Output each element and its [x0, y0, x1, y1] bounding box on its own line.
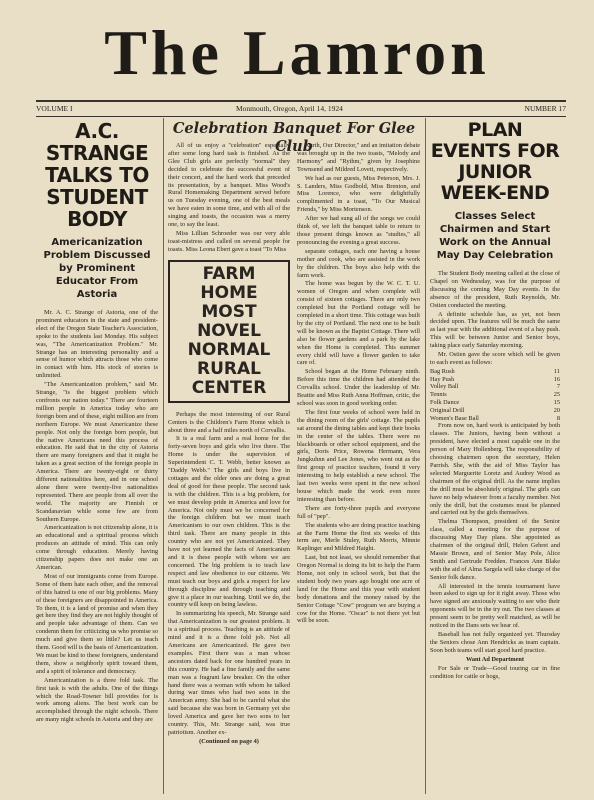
- banquet-paragraph: After we had sung all of the songs we could think of, we left the banquet table to return to those present things known as "studies," all pronouncing the evening a great success.: [297, 215, 420, 246]
- column-rule: [163, 118, 164, 794]
- place-date: Monmouth, Oregon, April 14, 1924: [236, 104, 343, 113]
- strange-paragraph: Americanization is not citizenship alone, it is an educational and a spiritual process which produces an attitude of mind. This can only come through education. Merely having citizenship papers does not make one an American.: [36, 524, 158, 571]
- junior-deck: Classes Select Chairmen and Start Work on the Annual May Day Celebration: [436, 211, 554, 261]
- score-event: Volley Ball: [430, 383, 459, 391]
- score-event: Bag Rush: [430, 367, 455, 375]
- farm-paragraph: There are forty-three pupils and everyone full of "pep".: [297, 504, 420, 520]
- score-event: Original Drill: [430, 406, 465, 414]
- score-points: 25: [553, 391, 560, 399]
- masthead-title: The Lamron: [104, 17, 490, 88]
- score-event: Women's Base Ball: [430, 414, 479, 422]
- junior-paragraph: A definite schedule has, as yet, not been decided upon. The features will be much the same as last year with the additional event of a hay push. This will be between Junior and Senior boys, taking place early Saturday morning.: [430, 310, 560, 350]
- score-table: [430, 368, 560, 423]
- score-points: 16: [553, 375, 560, 383]
- score-row: [430, 391, 560, 399]
- farm-headline: FARM HOME MOST NOVEL NORMAL RURAL CENTER: [168, 260, 290, 403]
- farm-paragraph: The first four weeks of school were held in the dining room of the girls' cottage. The pupils sat around the dining tables and kept their books in the center of the tables. There were no blackboards or other school equipment, and the girls, Doris Price, Rowena Hermann, Vera Jungkuhnn and Lee Jones, who went out as the first group of practice teachers, found it very interesting to help establish a new school. The last two weeks were spent in the new school house which made the work even more interesting than before.: [297, 408, 420, 503]
- farm-paragraph: Perhaps the most interesting of our Rural Centers is the Children's Farm Home which is about three and a half miles north of Corvallis.: [168, 410, 290, 434]
- score-points: 20: [553, 406, 560, 414]
- banquet-paragraph: Kurth, Our Director," and an imitation debate was brought up in the two toasts, "Melody and Harmony" and "Rythm," given by Josephine Townsend and Mildred Lovett, respectively.: [297, 142, 420, 173]
- score-row: [430, 399, 560, 407]
- junior-paragraph: From now on, hard work is anticipated by both classes. The Juniors, having been without a president, have elected a most capable one in the person of Mary Hollenberg. The responsibility of choosing chairmen upon the secretary, Helen Parrish. She, with the aid of Miss Taylor has selected Marguerite Loretz and Audrey Wood as chairmen of the original drill. As the name implies the drill must be absolutely original. The girls can have no help whatever from a faculty member. Not only the drill, but the costumes must be planned and carried out by the girls themselves.: [430, 422, 560, 517]
- column-banquet-farm-right: [297, 142, 420, 792]
- banquet-headline: Celebration Banquet For Glee Club: [172, 120, 416, 155]
- strange-paragraph: Americanization is a three fold task. The first task is with the adults. One of the things which the Road-Towner bill provides for is work among aliens. The best work can be accomplished through the night schools. There are many night schools in Astoria and they are: [36, 676, 158, 724]
- score-row: [430, 415, 560, 423]
- junior-paragraph: Thelma Thompson, president of the Senior class, called a meeting for the purpose of discussing May Day plans. She appointed as chairmen of the original drill, Helen Gehret and Massie Brown, and of Senior May Pole, Alice Smith and Gertrude Fredden. Frances Ann Blake with the aid of Alma Sargela will take charge of the Senior folk dance.: [430, 518, 560, 581]
- score-row: [430, 368, 560, 376]
- dateline: [36, 100, 566, 117]
- junior-paragraph: Mr. Ostien gave the score which will be given to each event as follows:: [430, 351, 560, 366]
- issue-number: NUMBER 17: [524, 104, 566, 113]
- continued-note: (Continued on page 4): [199, 737, 259, 745]
- strange-headline: A.C. STRANGE TALKS TO STUDENT BODY: [45, 120, 149, 231]
- junior-paragraph: All interested in the tennis tournament have been asked to sign up for it right away. Those who have signed are anxiously waiting to see who their opponents will be in the try out. The two classes at present seem to be pretty well matched, as will be noticed in the Dans sets we hear of.: [430, 582, 560, 630]
- banquet-paragraph: All of us enjoy a "celebration" especially after some long hard task is finished. As the Glee Club girls are perfectly "normal" they decided to celebrate the successful event of their concert, and the hard work that preceded its presentation, by a banquet. Miss Wood's Rural Homemaking Department served before us on Tuesday evening, one of the best meals we have eaten in some time, and with all of the singing and toasts, the occasion was a merry one, to say the least.: [168, 142, 290, 229]
- score-event: Folk Dance: [430, 399, 460, 407]
- score-row: [430, 383, 560, 391]
- volume-label: VOLUME I: [36, 104, 73, 113]
- score-points: 15: [553, 399, 560, 407]
- farm-paragraph: School began at the Home February ninth. Before this time the children had attended the Corvallis school. Under the leadership of Mr. Beattie and Miss Ruth Anna Hoffman, critic, the school was soon in good working order.: [297, 368, 420, 407]
- banquet-paragraph: We had as our guests, Miss Peterson, Mrs. J. S. Landers, Miss Godbold, Miss Brenton, and Miss Lorence, who were delightfully complimented in a toast, "To Our Musical Friends," by Miss Mortenson.: [297, 174, 420, 214]
- column-junior-weekend: [430, 120, 560, 792]
- farm-paragraph: In summarizing his speech, Mr. Strange said that Americanization is our greatest problem. It is a spiritual process. Teaching is an attitude of mind and it is a three fold job. Not all Americans are Americanized. He gave two examples. First there was a man whose ancestors dated back for one hundred years in this country. He had a fine family and the same man was a fragrant law breaker. On the other hand there was a woman with whom he talked during war times who had two sons in the American army. She had to be careful what she said because she was born in Germany yet she loved America and gave her two sons to her country. This, Mr. Strange said, was true patriotism. Another ex-: [168, 610, 290, 736]
- strange-paragraph: "The Americanization problem," said Mr. Strange, "is the biggest problem which confronts our nation today." There are fourteen million people in America today who are foreign born and of these, eight million are from northern Europe. We must Americanize these people. Not only the foreign born people, but the native Americans need this process of education. He said that in the city of Astoria there are many foreigners and that it might be taken as a great section of the foreign people in America. There are twenty-eight or thirty different nationalities here, and in one school alone there were twenty-five nationalities represented. There are people from all over the world. The majority are Finnish or Scandanavian while some few are from Southern Europe.: [36, 381, 158, 523]
- score-event: Hay Push: [430, 375, 455, 383]
- column-banquet-farm-left: [168, 142, 290, 792]
- score-event: Tennis: [430, 391, 447, 399]
- junior-headline: PLAN EVENTS FOR JUNIOR WEEK-END: [430, 120, 560, 204]
- score-points: 11: [553, 367, 560, 375]
- junior-paragraph: The Student Body meeting called at the close of Chapel on Wednesday, was for the purpose of discussing the coming May Day events. In the absence of the president, Ruth Reynolds, Mr. Ostien conducted the meeting.: [430, 270, 560, 309]
- strange-paragraph: Most of our immigrants come from Europe. Some of them hate each other, and the removal of this hatred is one of our big problems. Many of these foreigners are disappointed in America. To them, it is a land of promise and when they get here they find they are not highly thought of and people take advantage of them. Can we condemn them for criticizing us who promise so much and give them so little? Let us teach them. Good will is the basis of Americanization. We must be kind to these foreigners, understand them, show a neighborly spirit toward them, and a spirit of tolerance and democracy.: [36, 572, 158, 675]
- score-points: 8: [556, 414, 560, 422]
- farm-paragraph: Last, but not least, we should remember that Oregon Normal is doing its bit to help the Farm Home, not only in school work, but that the student body two years ago bought one acre of land for the Home and this year with student body donations and the money raised by the Senior Cottage "Cow" program we are buying a cow for the Home. "Oscar" is not there yet but will be soon.: [297, 554, 420, 625]
- column-strange-talk: [36, 120, 158, 792]
- strange-deck: Americanization Problem Discussed by Prominent Educator From Astoria: [43, 237, 151, 300]
- score-row: [430, 376, 560, 384]
- junior-paragraph: Baseball has not fully organized yet. Thursday the Seniors chose Ann Hendricks as team captain. Soon both teams will start good hard practice.: [430, 631, 560, 654]
- score-row: [430, 407, 560, 415]
- farm-paragraph: separate cottages, each one having a house mother and cook, who are assisted in the work by the children. The boys also help with the farm work.: [297, 247, 420, 279]
- farm-paragraph: The home was begun by the W. C. T. U. women of Oregon and when complete will consist of sixteen cottages. There are only two completed but the Portland cottage will be completed in a short time. This cottage was built by the city of Portland. The next one to be built will be known as the Baptist Cottage. There will also be flower gardens and a park by the lake when the Home is completed. This summer every child will have a flower garden to take care of.: [297, 280, 420, 367]
- want-ad-heading: Want Ad Department: [465, 655, 525, 663]
- strange-paragraph: Mr. A. C. Strange of Astoria, one of the prominent educators in the state and president-elect of the Oregon State Teacher's Association, spoke to the students last Monday. His subject was, "The Americanization Problem." Mr. Strange has an interesting personality and a sense of humor which attracts those who come in contact with him. His stock of stories is unlimited.: [36, 309, 158, 380]
- farm-paragraph: It is a real farm and a real home for the forty-seven boys and girls who live there. The Home is under the supervision of Superintendent C. T. Webb, better known as "Daddy Webb." The girls and boys live in cottages and the older ones are doing a great deal of good for these people. The second task is with the children. This is a big problem, for we must develop pride in America and love for America. Not only must we be concerned for the foreign children but we must teach Americanism to our own children. This is the third task. There are many people in this country who are not yet Americanized. They have not yet learned the facts of Americanism and it is these people with whom we are concerned. The big problem is to teach law respect and law obedience to our citizens. We must teach our boys and girls a respect for law through discipline and through teaching and give it a place in our teaching. Until we do, the country will keep on being lawless.: [168, 435, 290, 609]
- want-ad-text: For Sale or Trade—Good touring car in fine condition for cattle or hogs,: [430, 664, 560, 680]
- banquet-paragraph: Miss Lillian Schroeder was our very able toast-mistress and called on several people for toasts. Miss Leona Ebert gave a toast "To Miss: [168, 229, 290, 253]
- score-points: 7: [556, 383, 560, 391]
- column-rule: [425, 118, 426, 794]
- farm-paragraph: The students who are doing practice teaching at the Farm Home the first six weeks of this term are, Merle Stuley, Ruth Morris, Minnie Kaplinger and Mildred Haight.: [297, 521, 420, 553]
